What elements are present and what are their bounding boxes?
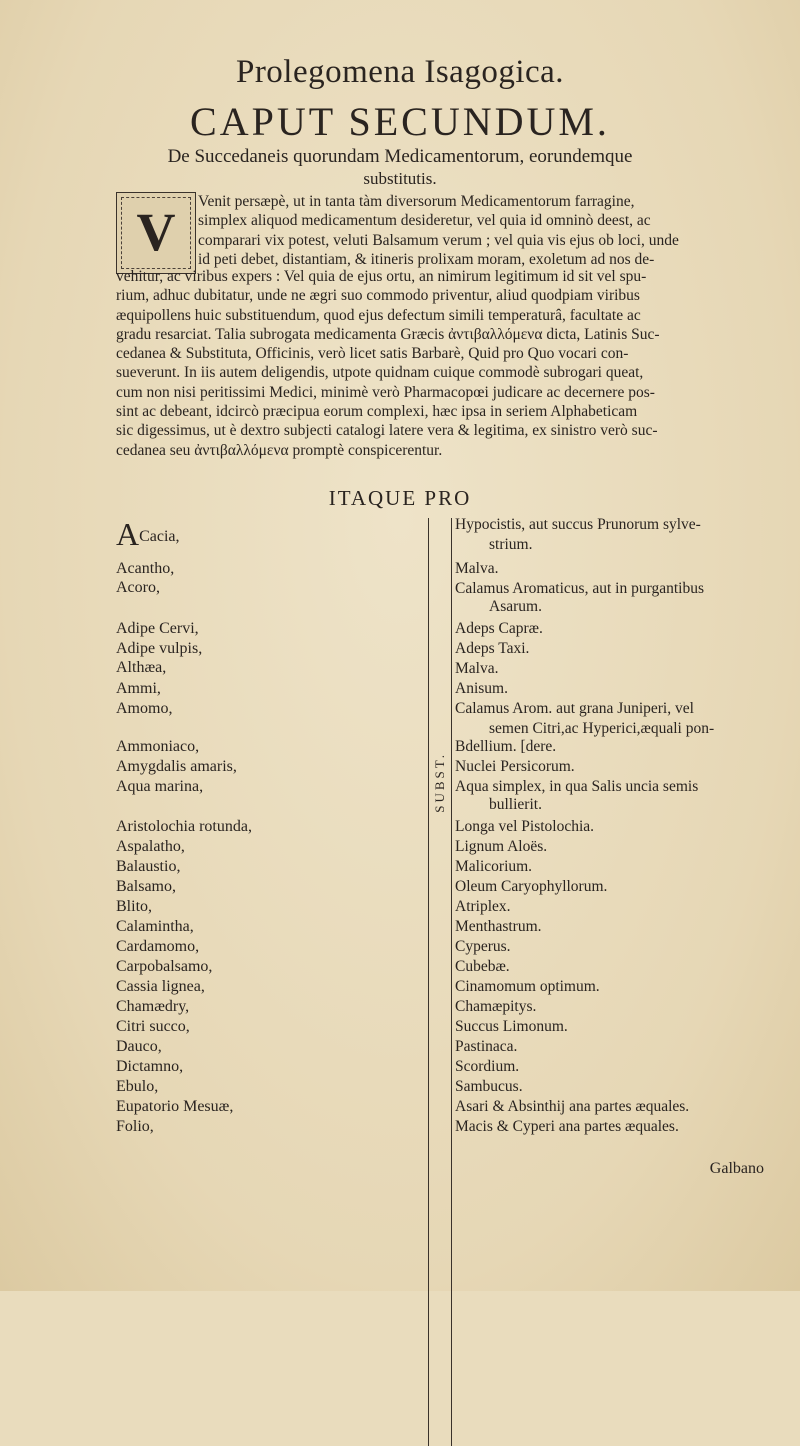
column-rule-right bbox=[451, 518, 452, 1446]
column-rule-left bbox=[428, 518, 429, 1446]
intro-line: id peti debet, distantiam, & itineris prolixam moram, exoletum ad nos de- bbox=[198, 250, 655, 268]
left-entry: Acantho, bbox=[116, 560, 175, 577]
right-entry: Asarum. bbox=[489, 598, 542, 615]
left-entry bbox=[116, 516, 180, 553]
right-entry: bullierit. bbox=[489, 796, 542, 813]
right-entry: Nuclei Persicorum. bbox=[455, 758, 575, 775]
right-entry: Lignum Aloës. bbox=[455, 838, 548, 855]
right-entry: Cyperus. bbox=[455, 938, 511, 955]
chapter-subtitle-line-2: substitutis. bbox=[363, 169, 437, 188]
intro-line: gradu resarciat. Talia subrogata medicamenta Græcis ἀντιβαλλόμενα dicta, Latinis Suc- bbox=[116, 325, 660, 343]
right-entry: Calamus Aromaticus, aut in purgantibus bbox=[455, 580, 704, 597]
right-entry: Malicorium. bbox=[455, 858, 533, 875]
right-entry: Aqua simplex, in qua Salis uncia semis bbox=[455, 778, 699, 795]
left-entry: Dictamno, bbox=[116, 1058, 184, 1075]
right-entry: Calamus Arom. aut grana Juniperi, vel bbox=[455, 700, 694, 717]
left-entry: Acoro, bbox=[116, 579, 160, 596]
right-entry: Atriplex. bbox=[455, 898, 511, 915]
left-entry-big-initial: A bbox=[116, 516, 140, 552]
running-head: Prolegomena Isagogica. bbox=[235, 54, 565, 90]
right-entry: Adeps Capræ. bbox=[455, 620, 543, 637]
right-entry: Sambucus. bbox=[455, 1078, 523, 1095]
left-entry: Althæa, bbox=[116, 659, 167, 676]
left-entry: Calamintha, bbox=[116, 918, 194, 935]
right-entry: semen Citri,ac Hyperici,æquali pon- bbox=[489, 720, 715, 737]
left-entry: Chamædry, bbox=[116, 998, 190, 1015]
intro-line: vehitur, ac viribus expers : Vel quia de ejus ortu, an nimirum legitimum id sit vel spu- bbox=[116, 268, 647, 285]
left-entry: Amygdalis amaris, bbox=[116, 758, 237, 775]
right-entry: Menthastrum. bbox=[455, 918, 542, 935]
intro-line: sueverunt. In iis autem deligendis, utpote quidnam cuique commodè subrogari queat, bbox=[116, 364, 644, 382]
left-entry: Balsamo, bbox=[116, 878, 176, 895]
intro-line: æquipollens huic substituendum, quod ejus defectum simili temperaturâ, facultate ac bbox=[116, 306, 641, 324]
left-entry: Carpobalsamo, bbox=[116, 958, 213, 975]
left-entry: Eupatorio Mesuæ, bbox=[116, 1098, 234, 1115]
right-entry: Longa vel Pistolochia. bbox=[455, 818, 595, 835]
intro-line: simplex aliquod medicamentum desideretur, vel quia id omninò deest, ac bbox=[198, 212, 651, 230]
right-entry: Scordium. bbox=[455, 1058, 520, 1075]
intro-line: rium, adhuc dubitatur, unde ne ægri suo commodo priventur, aliud quodpiam viribus bbox=[116, 287, 640, 305]
left-entry: Blito, bbox=[116, 898, 153, 915]
right-entry: Chamæpitys. bbox=[455, 998, 537, 1015]
right-entry: Malva. bbox=[455, 660, 499, 677]
intro-paragraph-full bbox=[116, 267, 764, 460]
intro-line: sic digessimus, ut è dextro subjecti catalogi latere vera & legitima, ex sinistro verò suc- bbox=[116, 422, 658, 440]
list-heading: ITAQUE PRO bbox=[328, 486, 472, 510]
catchword: Galbano bbox=[709, 1160, 764, 1177]
right-entry: strium. bbox=[489, 536, 533, 553]
left-entry: Amomo, bbox=[116, 700, 173, 717]
left-entry: Aqua marina, bbox=[116, 778, 204, 795]
intro-line: cedanea & Substituta, Officinis, verò licet satis Barbarè, Quid pro Quo vocari con- bbox=[116, 345, 629, 363]
right-entry: Malva. bbox=[455, 560, 499, 577]
left-entry: Citri succo, bbox=[116, 1018, 190, 1035]
initial-letter: V bbox=[136, 202, 176, 262]
chapter-title: CAPUT SECUNDUM. bbox=[190, 99, 610, 144]
right-entry: Adeps Taxi. bbox=[455, 640, 530, 657]
left-entry: Balaustio, bbox=[116, 858, 181, 875]
left-entry: Ammoniaco, bbox=[116, 738, 200, 755]
left-entry: Cardamomo, bbox=[116, 938, 200, 955]
left-entry: Ammi, bbox=[116, 680, 161, 697]
intro-line: comparari vix potest, veluti Balsamum verum ; vel quia vis ejus ob loci, unde bbox=[198, 231, 679, 249]
right-entry: Asari & Absinthij ana partes æquales. bbox=[455, 1098, 690, 1115]
right-entry: Bdellium. [dere. bbox=[455, 738, 557, 755]
left-entry: Dauco, bbox=[116, 1038, 162, 1055]
right-entry: Cubebæ. bbox=[455, 958, 510, 975]
intro-line: cedanea seu ἀντιβαλλόμενα promptè conspicerentur. bbox=[116, 441, 443, 459]
right-entry: Succus Limonum. bbox=[455, 1018, 568, 1035]
left-entry: Folio, bbox=[116, 1118, 154, 1135]
right-entry: Hypocistis, aut succus Prunorum sylve- bbox=[455, 516, 701, 533]
intro-line: cum non nisi peritissimi Medici, minimè verò Pharmacopœi judicare ac decernere pos- bbox=[116, 383, 655, 401]
intro-paragraph-indented bbox=[198, 192, 762, 269]
left-entry: Adipe vulpis, bbox=[116, 640, 203, 657]
left-entry: Cassia lignea, bbox=[116, 978, 205, 995]
left-entry: Aristolochia rotunda, bbox=[116, 818, 252, 835]
decorated-initial bbox=[116, 192, 196, 274]
left-entry: Ebulo, bbox=[116, 1078, 159, 1095]
left-entry: Adipe Cervi, bbox=[116, 620, 199, 637]
left-entry: Aspalatho, bbox=[116, 838, 185, 855]
intro-line: sint ac debeant, idcircò præcipua eorum complexi, hæc ipsa in seriem Alphabeticam bbox=[116, 403, 638, 421]
right-entry: Cinamomum optimum. bbox=[455, 978, 600, 995]
left-entry-rest: Cacia, bbox=[139, 528, 180, 545]
right-entry: Oleum Caryophyllorum. bbox=[455, 878, 608, 895]
right-entry: Macis & Cyperi ana partes æquales. bbox=[455, 1118, 679, 1135]
chapter-subtitle-line-1: De Succedaneis quorundam Medicamentorum, eorundemque bbox=[167, 146, 633, 167]
right-entry: Anisum. bbox=[455, 680, 508, 697]
side-label-subst: SUBST. bbox=[432, 752, 447, 813]
right-entry: Pastinaca. bbox=[455, 1038, 518, 1055]
intro-line: Venit persæpè, ut in tanta tàm diversorum Medicamentorum farragine, bbox=[198, 193, 635, 210]
